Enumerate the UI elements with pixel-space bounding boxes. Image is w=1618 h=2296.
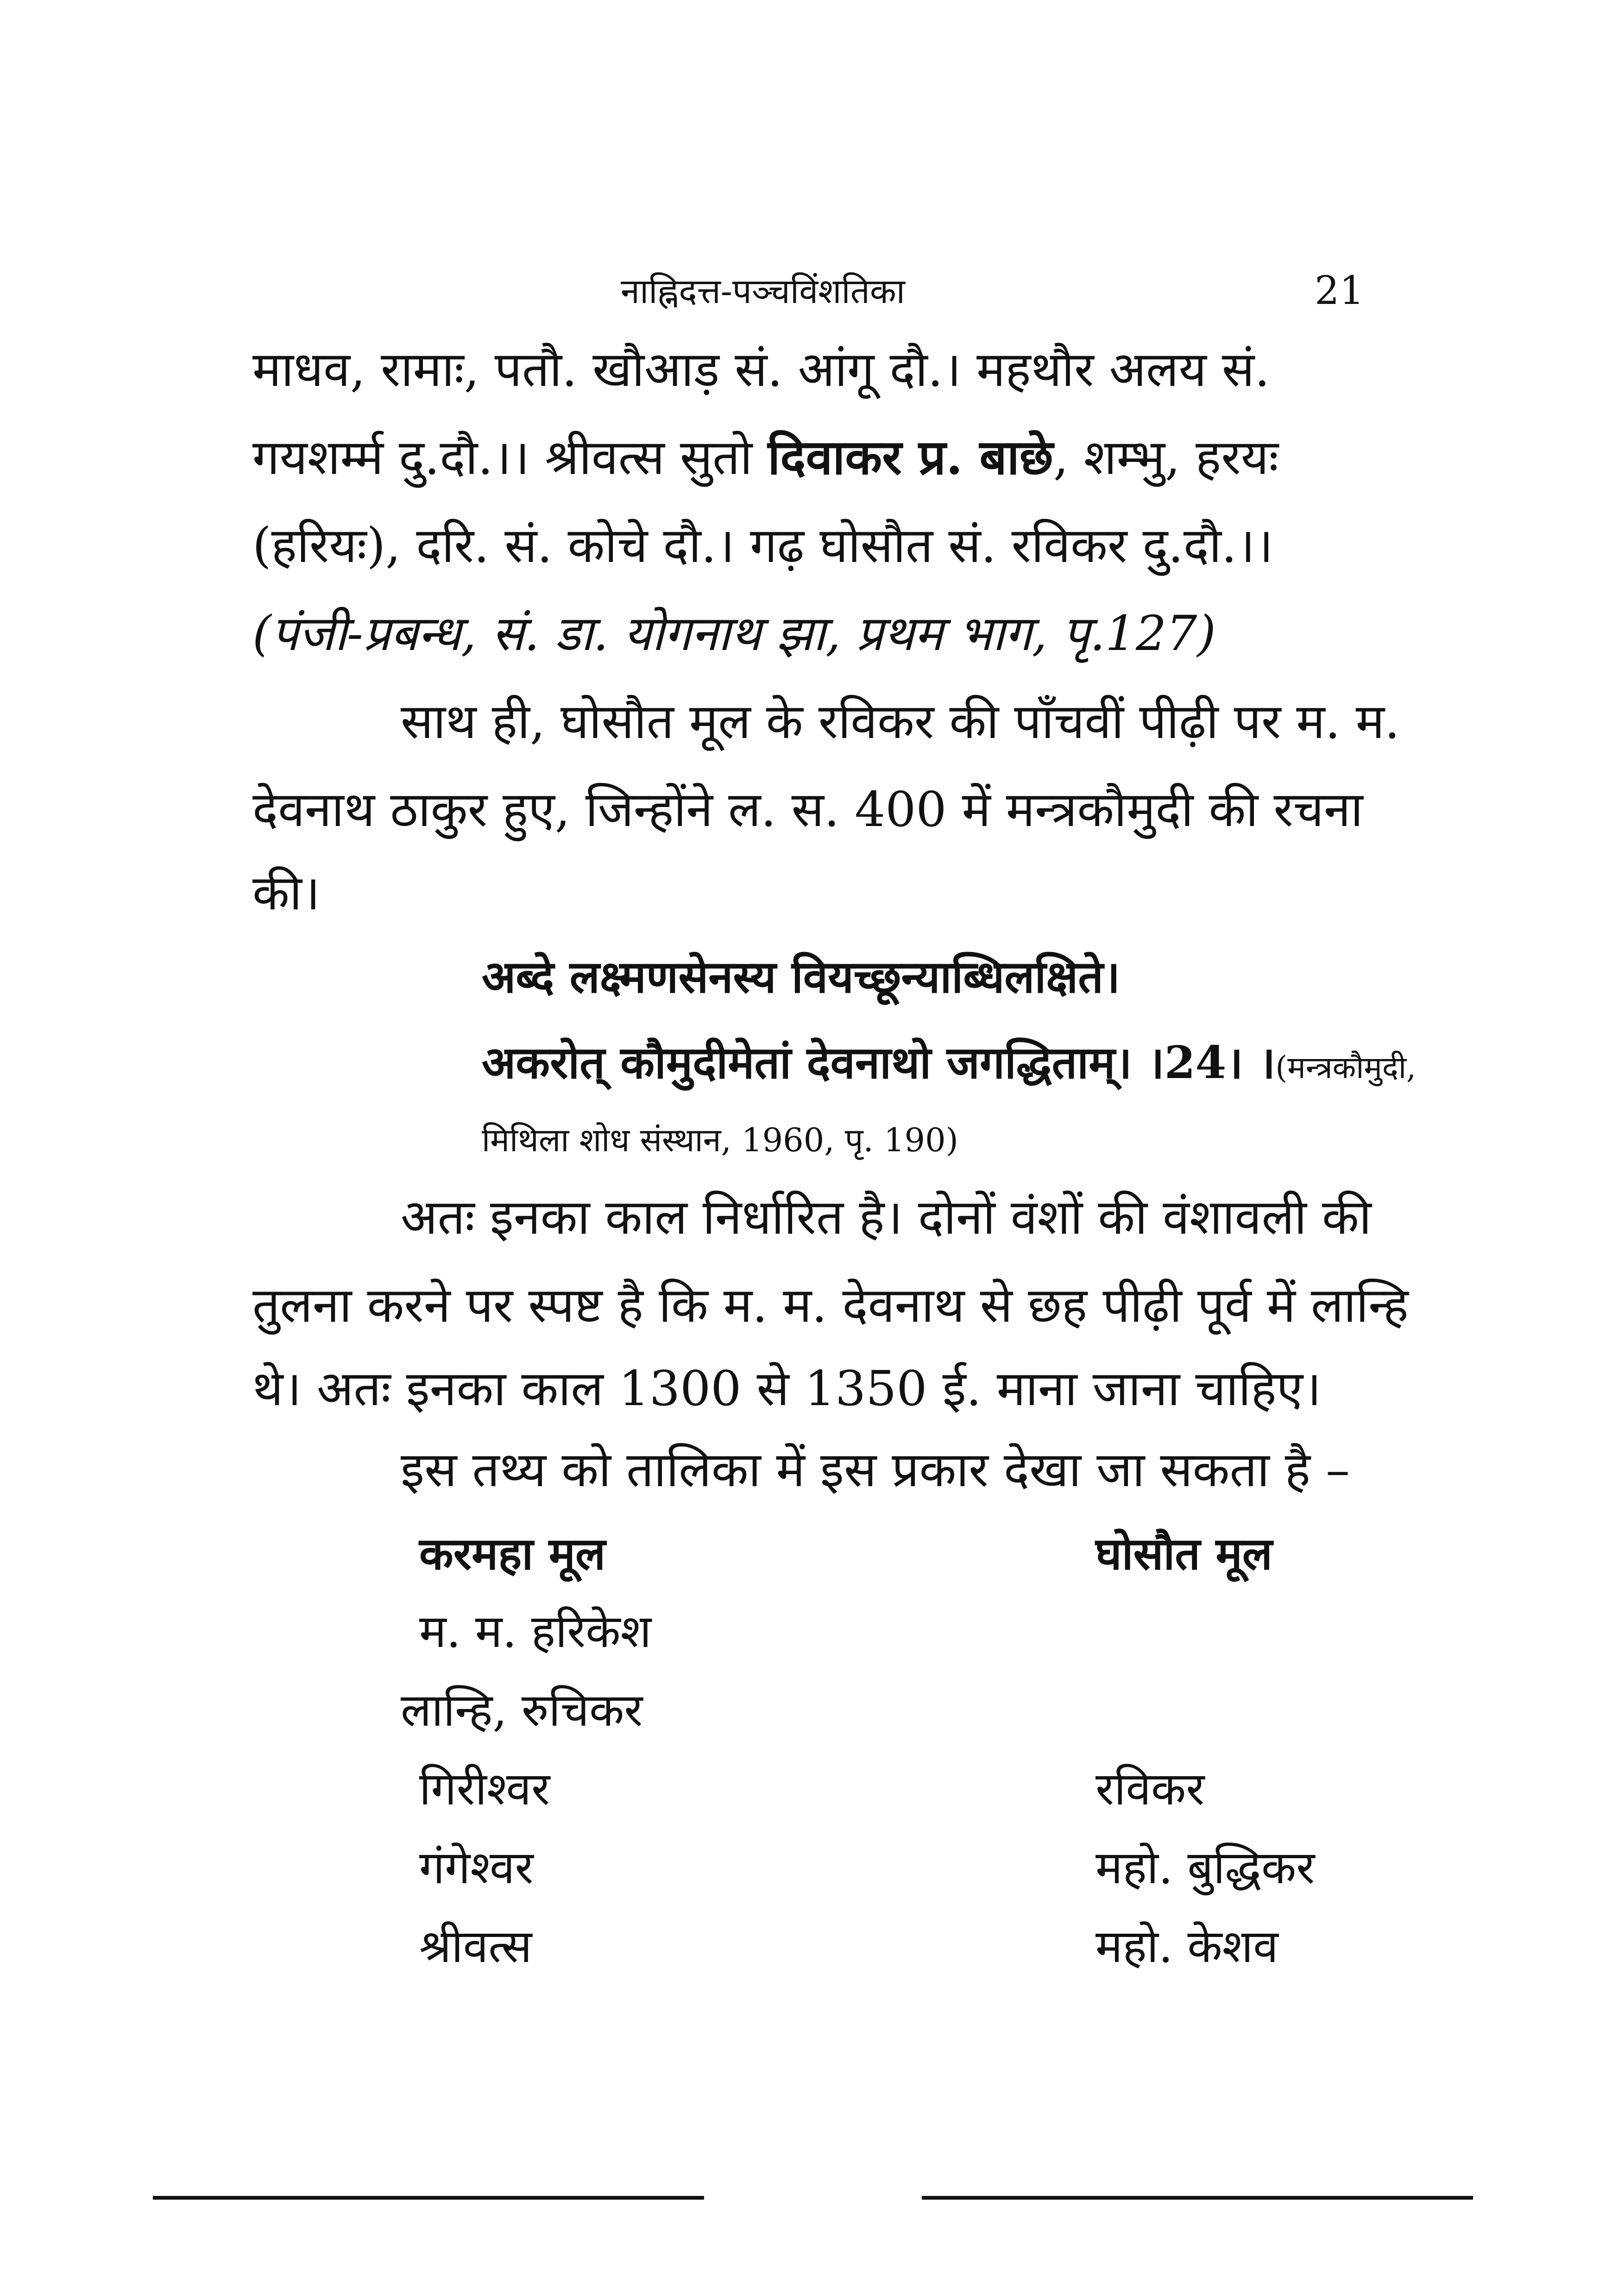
left-bottom-rule — [153, 2196, 704, 2200]
third-paragraph-line-3: थे। अतः इनका काल 1300 से 1350 ई. माना जाना चाहिए। — [252, 1360, 1322, 1417]
ghosaut-lineage-item: महो. केशव — [1095, 1920, 1278, 1973]
verse-line-1: अब्दे लक्ष्मणसेनस्य वियच्छून्याब्धिलक्षिते। — [482, 951, 1121, 1003]
right-bottom-rule — [922, 2196, 1473, 2200]
reference-citation: (पंजी-प्रबन्ध, सं. डा. योगनाथ झा, प्रथम भाग, पृ.127) — [252, 605, 1216, 662]
karmaha-lineage-item: श्रीवत्स — [419, 1920, 532, 1973]
karmaha-lineage-item: गंगेश्वर — [419, 1842, 534, 1894]
third-paragraph-line-2: तुलना करने पर स्पष्ट है कि म. म. देवनाथ से छह पीढ़ी पूर्व में लान्हि — [252, 1277, 1409, 1333]
bold-text-segment: दिवाकर प्र. बाछे — [768, 429, 1053, 486]
ghosaut-lineage-item: रविकर — [1095, 1763, 1205, 1816]
top-paragraph-line-3: (हरियः), दरि. सं. कोचे दौ.। गढ़ घोसौत सं. रविकर दु.दौ.।। — [252, 517, 1273, 574]
karmaha-lineage-item: गिरीश्वर — [419, 1763, 550, 1816]
verse-citation: (मन्त्रकौमुदी, — [1275, 1050, 1417, 1085]
second-paragraph-line-1: साथ ही, घोसौत मूल के रविकर की पाँचवीं पीढ़ी पर म. म. — [401, 693, 1400, 750]
text-segment: , शम्भु, हरयः — [1053, 429, 1279, 486]
ghosaut-lineage-item: महो. बुद्धिकर — [1095, 1842, 1315, 1894]
top-paragraph-line-2 — [252, 429, 1279, 486]
top-paragraph-line-1: माधव, रामाः, पतौ. खौआड़ सं. आंगू दौ.। महथौर अलय सं. — [252, 341, 1270, 397]
second-paragraph-line-3: की। — [252, 864, 321, 921]
second-paragraph-line-2: देवनाथ ठाकुर हुए, जिन्होंने ल. स. 400 में मन्त्रकौमुदी की रचना — [252, 781, 1363, 838]
verse-text: अकरोत् कौमुदीमेतां देवनाथो जगद्धिताम्। ।24। । — [482, 1036, 1276, 1089]
running-header-title: नाह्निदत्त-पञ्चविंशतिका — [621, 271, 905, 311]
page-number: 21 — [1315, 268, 1364, 313]
text-segment: गयशर्म्म दु.दौ.।। श्रीवत्स सुतो — [252, 429, 768, 486]
ghosaut-lineage-heading: घोसौत मूल — [1095, 1527, 1272, 1580]
verse-line-2 — [482, 1031, 1416, 1091]
third-paragraph-line-1: अतः इनका काल निर्धारित है। दोनों वंशों की वंशावली की — [401, 1189, 1372, 1245]
karmaha-lineage-item: लान्हि, रुचिकर — [401, 1684, 643, 1737]
karmaha-lineage-heading: करमहा मूल — [419, 1527, 606, 1580]
karmaha-lineage-item: म. म. हरिकेश — [419, 1605, 652, 1658]
verse-citation-continued: मिथिला शोध संस्थान, 1960, पृ. 190) — [482, 1121, 958, 1159]
third-paragraph-line-4: इस तथ्य को तालिका में इस प्रकार देखा जा सकता है – — [401, 1441, 1350, 1498]
